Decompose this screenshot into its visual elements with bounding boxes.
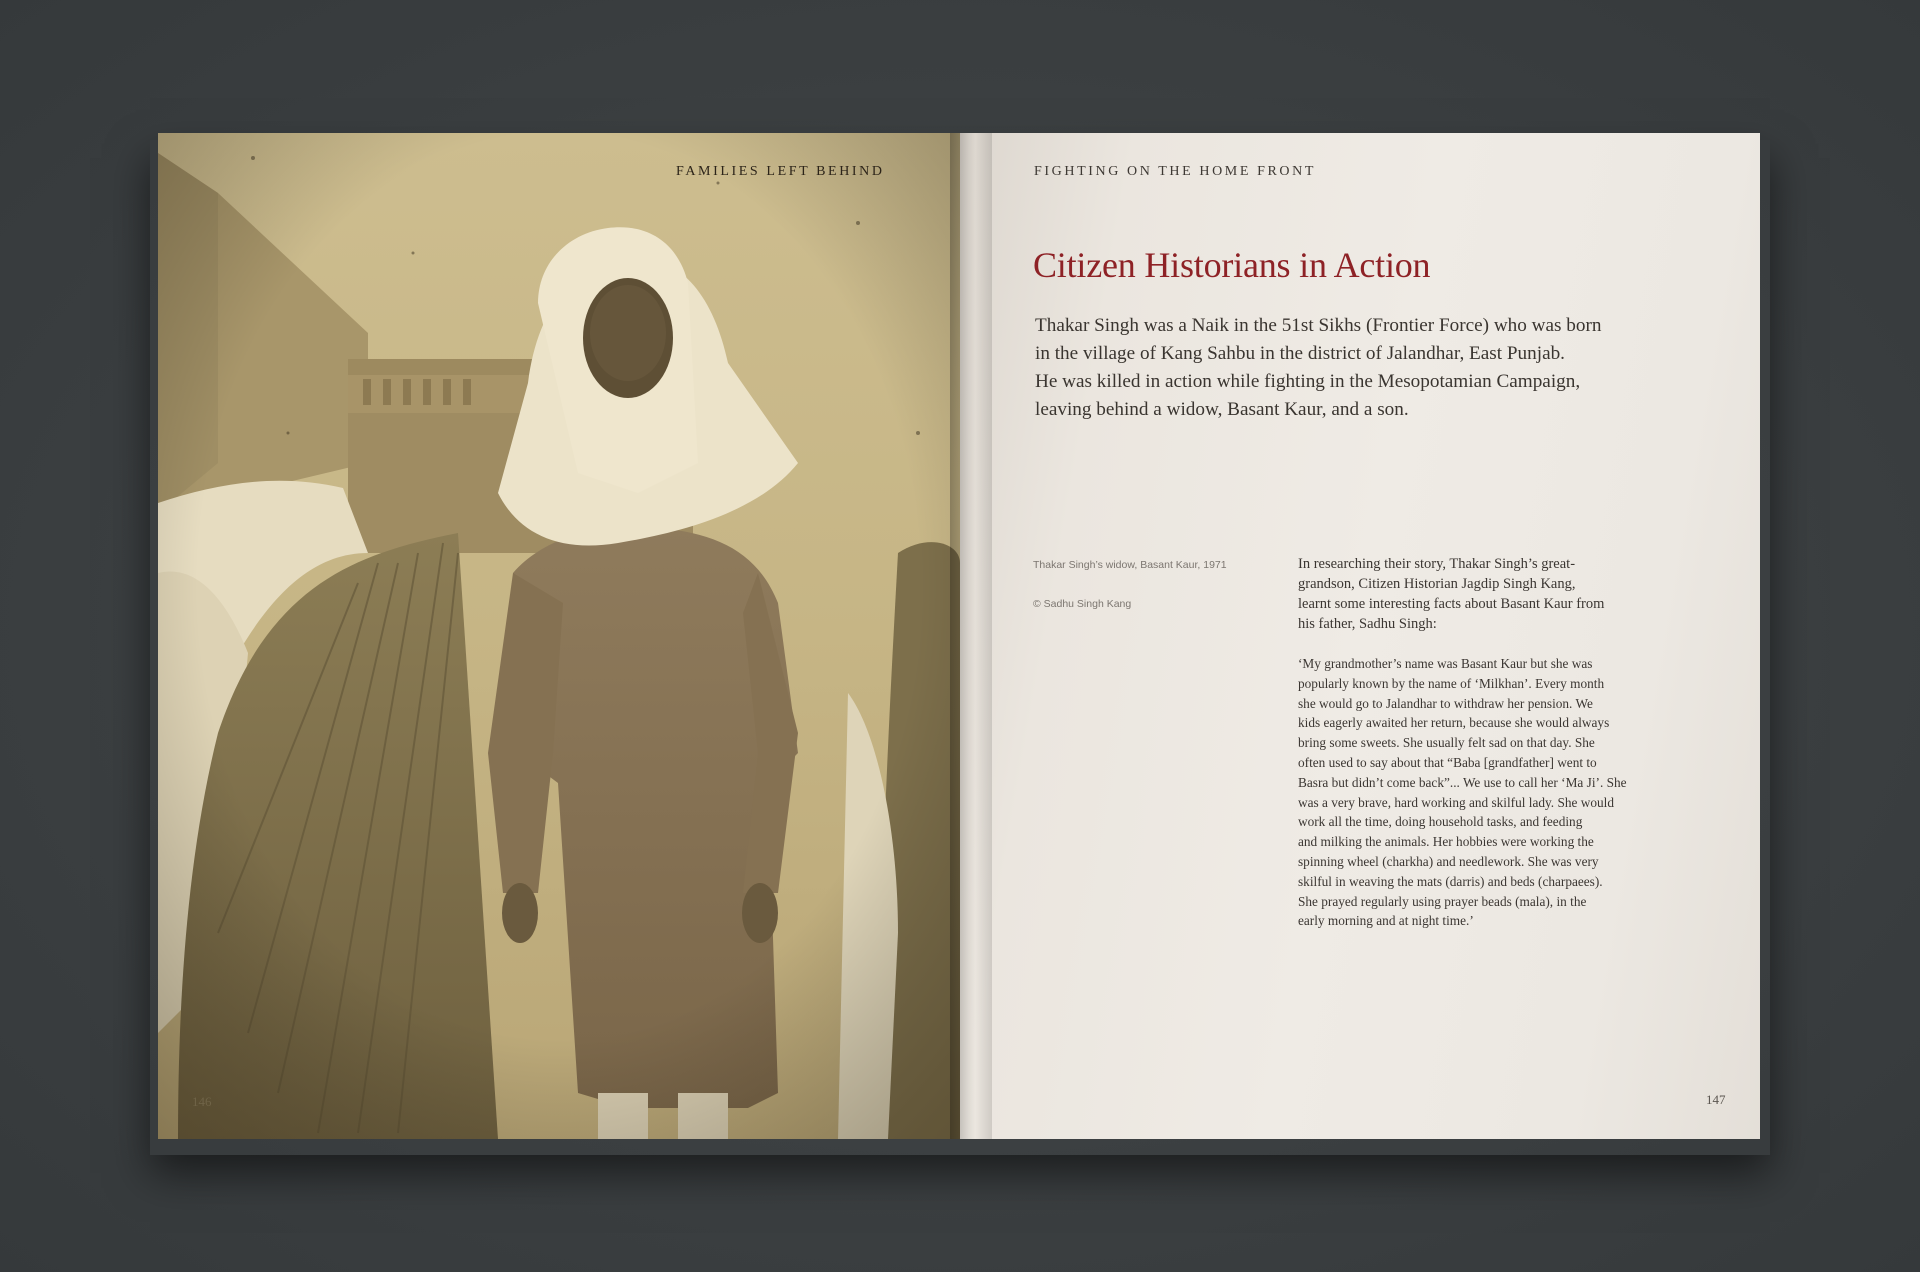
quote-line: work all the time, doing household tasks, and feeding — [1298, 814, 1583, 830]
quote-line: skilful in weaving the mats (darris) and beds (charpaees). — [1298, 873, 1603, 889]
sepia-portrait-photo-icon — [158, 133, 960, 1139]
quote-line: spinning wheel (charkha) and needlework. She was very — [1298, 853, 1599, 869]
body-line: grandson, Citizen Historian Jagdip Singh Kang, — [1298, 576, 1576, 592]
quote-line: She prayed regularly using prayer beads (mala), in the — [1298, 893, 1587, 909]
left-page-number: 146 — [192, 1094, 212, 1109]
quote-line: was a very brave, hard working and skilful lady. She would — [1298, 794, 1614, 810]
intro-line: He was killed in action while fighting in the Mesopotamian Campaign, — [1035, 371, 1581, 392]
body-paragraph — [1298, 554, 1638, 634]
quote-paragraph — [1298, 654, 1638, 931]
quote-line: kids eagerly awaited her return, because she would always — [1298, 715, 1610, 731]
photo-credit: © Sadhu Singh Kang — [1033, 598, 1132, 610]
intro-paragraph — [1035, 312, 1635, 424]
right-page-number: 147 — [1706, 1092, 1726, 1107]
quote-line: often used to say about that “Baba [grandfather] went to — [1298, 754, 1597, 770]
intro-line: leaving behind a widow, Basant Kaur, and a son. — [1035, 399, 1409, 420]
photo-caption: Thakar Singh’s widow, Basant Kaur, 1971 — [1033, 559, 1227, 571]
quote-line: she would go to Jalandhar to withdraw her pension. We — [1298, 695, 1593, 711]
quote-line: bring some sweets. She usually felt sad on that day. She — [1298, 735, 1595, 751]
intro-line: Thakar Singh was a Naik in the 51st Sikhs (Frontier Force) who was born — [1035, 315, 1602, 336]
page-title: Citizen Historians in Action — [1033, 245, 1431, 285]
intro-line: in the village of Kang Sahbu in the district of Jalandhar, East Punjab. — [1035, 343, 1565, 364]
body-line: In researching their story, Thakar Singh’s great- — [1298, 556, 1576, 572]
body-line: learnt some interesting facts about Basant Kaur from — [1298, 596, 1605, 612]
left-running-head: FAMILIES LEFT BEHIND — [676, 164, 885, 179]
body-line: his father, Sadhu Singh: — [1298, 616, 1437, 632]
quote-line: early morning and at night time.’ — [1298, 913, 1474, 929]
quote-line: and milking the animals. Her hobbies were working the — [1298, 834, 1594, 850]
quote-line: Basra but didn’t come back”... We use to call her ‘Ma Ji’. She — [1298, 774, 1627, 790]
quote-line: popularly known by the name of ‘Milkhan’. Every month — [1298, 675, 1605, 691]
left-page-photo — [158, 133, 960, 1139]
quote-line: ‘My grandmother’s name was Basant Kaur but she was — [1298, 656, 1593, 671]
right-running-head: FIGHTING ON THE HOME FRONT — [1034, 164, 1317, 179]
